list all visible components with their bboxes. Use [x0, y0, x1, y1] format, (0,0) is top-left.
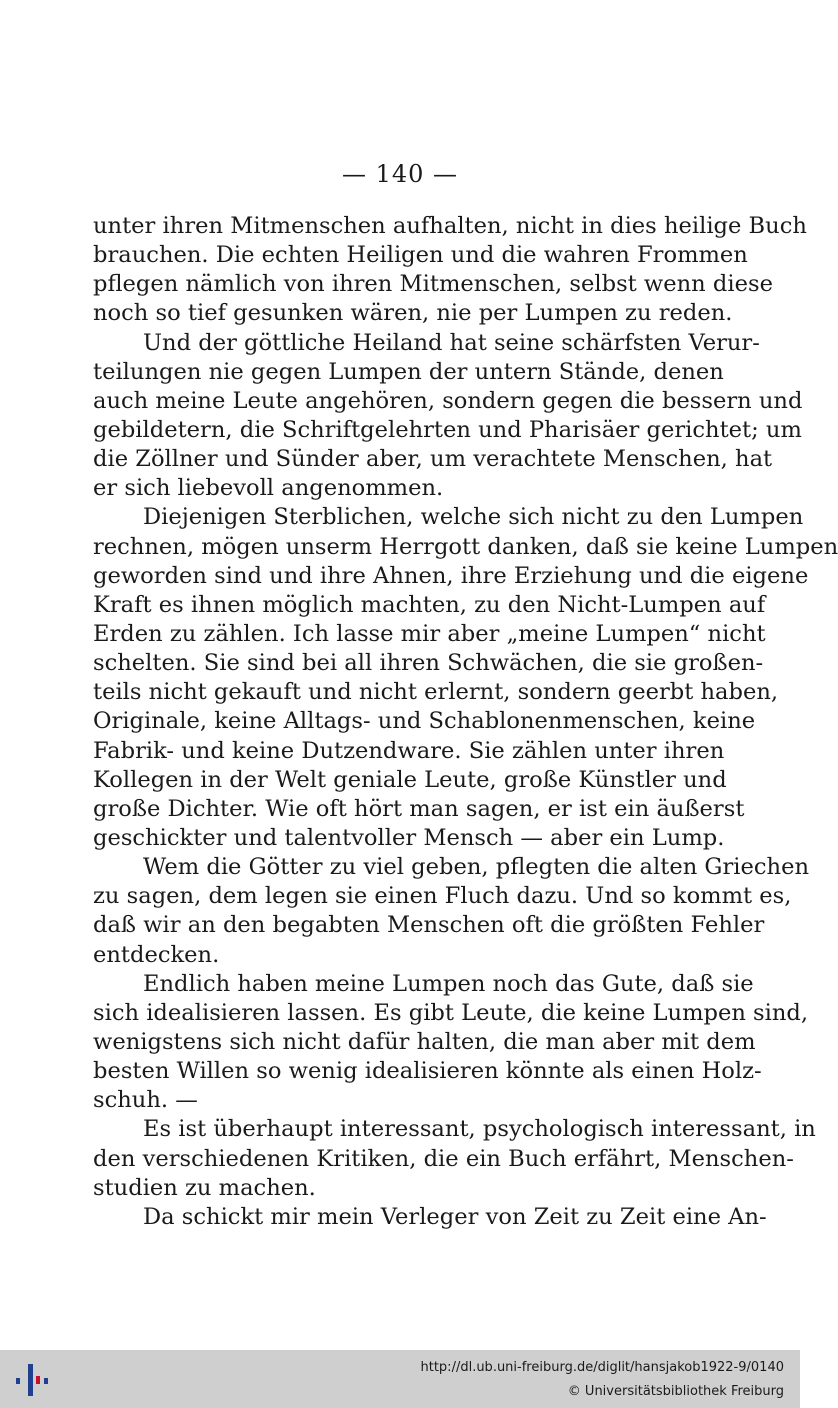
- text-line: Kraft es ihnen möglich machten, zu den Nicht-Lumpen auf: [93, 591, 766, 618]
- text-line: Originale, keine Alltags- und Schablonenmenschen, keine: [93, 708, 756, 735]
- text-line: Wem die Götter zu viel geben, pflegten die alten Griechen: [143, 854, 809, 881]
- text-line: auch meine Leute angehören, sondern gegen die bessern und: [93, 387, 803, 414]
- ub-freiburg-logo-icon: [12, 1360, 52, 1400]
- text-line: brauchen. Die echten Heiligen und die wahren Frommen: [93, 242, 748, 269]
- text-line: Und der göttliche Heiland hat seine schärfsten Verur-: [143, 329, 760, 356]
- logo-bar-left: [16, 1378, 20, 1384]
- footer-bar: [0, 1350, 800, 1408]
- text-line: pflegen nämlich von ihren Mitmenschen, selbst wenn diese: [93, 271, 773, 298]
- text-line: teils nicht gekauft und nicht erlernt, sondern geerbt haben,: [93, 679, 779, 706]
- text-line: Es ist überhaupt interessant, psychologisch interessant, in: [143, 1116, 816, 1143]
- text-line: die Zöllner und Sünder aber, um verachtete Menschen, hat: [93, 446, 773, 473]
- logo-bar-right: [44, 1378, 48, 1384]
- text-line: den verschiedenen Kritiken, die ein Buch erfährt, Menschen-: [93, 1145, 794, 1172]
- text-line: teilungen nie gegen Lumpen der untern Stände, denen: [93, 358, 724, 385]
- text-line: Kollegen in der Welt geniale Leute, große Künstler und: [93, 766, 727, 793]
- text-line: schuh. —: [93, 1087, 198, 1114]
- text-line: geschickter und talentvoller Mensch — aber ein Lump.: [93, 824, 725, 851]
- text-line: gebildetern, die Schriftgelehrten und Pharisäer gerichtet; um: [93, 416, 802, 443]
- text-line: geworden sind und ihre Ahnen, ihre Erziehung und die eigene: [93, 562, 809, 589]
- text-line: er sich liebevoll angenommen.: [93, 475, 444, 502]
- text-line: Fabrik- und keine Dutzendware. Sie zählen unter ihren: [93, 737, 725, 764]
- body-text: [93, 212, 838, 1232]
- text-line: zu sagen, dem legen sie einen Fluch dazu. Und so kommt es,: [93, 883, 792, 910]
- text-line: Diejenigen Sterblichen, welche sich nicht zu den Lumpen: [143, 504, 804, 531]
- text-line: rechnen, mögen unserm Herrgott danken, daß sie keine Lumpen: [93, 533, 838, 560]
- text-line: studien zu machen.: [93, 1174, 316, 1201]
- text-line: große Dichter. Wie oft hört man sagen, er ist ein äußerst: [93, 795, 745, 822]
- text-line: Da schickt mir mein Verleger von Zeit zu Zeit eine An-: [143, 1203, 767, 1230]
- logo-bar-accent: [36, 1376, 40, 1384]
- permalink-link[interactable]: http://dl.ub.uni-freiburg.de/diglit/hansjakob1922-9/0140: [420, 1360, 784, 1375]
- text-line: wenigstens sich nicht dafür halten, die man aber mit dem: [93, 1028, 756, 1055]
- text-line: schelten. Sie sind bei all ihren Schwächen, die sie großen-: [93, 650, 764, 677]
- text-line: Erden zu zählen. Ich lasse mir aber „meine Lumpen“ nicht: [93, 620, 766, 647]
- text-line: sich idealisieren lassen. Es gibt Leute, die keine Lumpen sind,: [93, 999, 809, 1026]
- copyright-text: © Universitätsbibliothek Freiburg: [567, 1384, 784, 1399]
- text-line: entdecken.: [93, 941, 220, 968]
- text-line: Endlich haben meine Lumpen noch das Gute, daß sie: [143, 970, 754, 997]
- page-number: — 140 —: [341, 160, 459, 188]
- text-line: daß wir an den begabten Menschen oft die größten Fehler: [93, 912, 765, 939]
- text-line: unter ihren Mitmenschen aufhalten, nicht in dies heilige Buch: [93, 213, 807, 239]
- logo-bar-center: [28, 1364, 33, 1396]
- text-line: besten Willen so wenig idealisieren könnte als einen Holz-: [93, 1058, 762, 1085]
- text-line: noch so tief gesunken wären, nie per Lumpen zu reden.: [93, 300, 733, 327]
